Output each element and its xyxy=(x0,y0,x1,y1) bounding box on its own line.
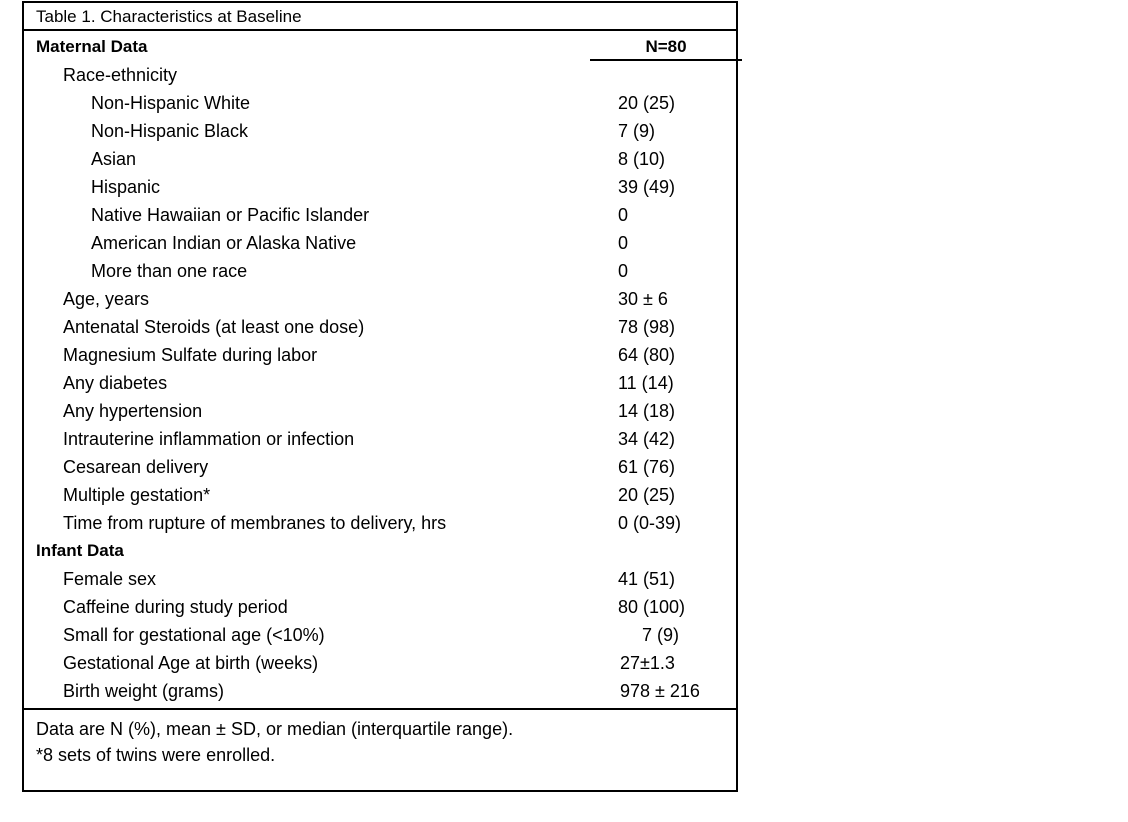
row-value: 20 (25) xyxy=(618,485,676,505)
row-label: More than one race xyxy=(91,261,248,281)
row-value: 14 (18) xyxy=(618,401,676,421)
row-value: 0 xyxy=(618,233,629,253)
row-value: 78 (98) xyxy=(618,317,676,337)
row-label: Small for gestational age (<10%) xyxy=(63,625,325,645)
table-row xyxy=(24,397,736,425)
table-row xyxy=(24,425,736,453)
row-value: 30 ± 6 xyxy=(618,289,668,309)
table-row xyxy=(24,257,736,285)
infant-data-heading: Infant Data xyxy=(36,541,124,560)
footnote-abbreviations: Data are N (%), mean ± SD, or median (interquartile range). xyxy=(36,719,514,739)
table-row xyxy=(24,621,736,649)
row-value: 34 (42) xyxy=(618,429,676,449)
infant-data-section-header xyxy=(24,537,736,565)
row-value: 39 (49) xyxy=(618,177,676,197)
row-label: Non-Hispanic Black xyxy=(91,121,249,141)
row-value: 80 (100) xyxy=(618,597,686,617)
table-row xyxy=(24,509,736,537)
row-label: Cesarean delivery xyxy=(63,457,209,477)
table-row xyxy=(24,453,736,481)
row-value: 8 (10) xyxy=(618,149,666,169)
row-value: 0 xyxy=(618,205,629,225)
row-label: Non-Hispanic White xyxy=(91,93,251,113)
baseline-characteristics-table xyxy=(22,1,738,792)
table-row xyxy=(24,285,736,313)
row-value: 0 (0-39) xyxy=(618,513,682,533)
row-value: 27±1.3 xyxy=(620,653,675,673)
table-row xyxy=(24,117,736,145)
row-label: Female sex xyxy=(63,569,157,589)
row-label: American Indian or Alaska Native xyxy=(91,233,357,253)
row-label: Native Hawaiian or Pacific Islander xyxy=(91,205,370,225)
table-row xyxy=(24,341,736,369)
table-row xyxy=(24,649,736,677)
row-value: 61 (76) xyxy=(618,457,676,477)
row-label: Any hypertension xyxy=(63,401,203,421)
row-label: Any diabetes xyxy=(63,373,168,393)
row-label: Asian xyxy=(91,149,137,169)
row-label: Race-ethnicity xyxy=(63,65,178,85)
footnote-twins: *8 sets of twins were enrolled. xyxy=(36,745,276,765)
row-label: Antenatal Steroids (at least one dose) xyxy=(63,317,365,337)
n-column-header: N=80 xyxy=(590,33,742,61)
maternal-data-heading: Maternal Data xyxy=(36,37,148,56)
row-value: 64 (80) xyxy=(618,345,676,365)
row-label: Time from rupture of membranes to delivery, hrs xyxy=(63,513,447,533)
table-title: Table 1. Characteristics at Baseline xyxy=(24,3,736,31)
row-value: 978 ± 216 xyxy=(620,681,700,701)
table-row xyxy=(24,481,736,509)
row-label: Caffeine during study period xyxy=(63,597,288,617)
row-label: Multiple gestation* xyxy=(63,485,211,505)
table-footnotes xyxy=(24,708,736,768)
row-value: 7 (9) xyxy=(618,121,656,141)
table-row xyxy=(24,677,736,705)
table-row xyxy=(24,369,736,397)
table-row xyxy=(24,201,736,229)
row-label: Birth weight (grams) xyxy=(63,681,225,701)
row-label: Hispanic xyxy=(91,177,161,197)
row-value: 0 xyxy=(618,261,629,281)
table-row xyxy=(24,593,736,621)
row-value: 41 (51) xyxy=(618,569,676,589)
row-label: Age, years xyxy=(63,289,150,309)
table-row xyxy=(24,565,736,593)
maternal-data-section-header xyxy=(24,33,736,61)
table-row xyxy=(24,89,736,117)
table-row xyxy=(24,173,736,201)
row-label: Magnesium Sulfate during labor xyxy=(63,345,318,365)
row-label: Gestational Age at birth (weeks) xyxy=(63,653,319,673)
row-label: Intrauterine inflammation or infection xyxy=(63,429,355,449)
row-value: 11 (14) xyxy=(618,373,674,393)
table-row xyxy=(24,145,736,173)
table-row xyxy=(24,313,736,341)
table-row xyxy=(24,61,736,89)
row-value: 20 (25) xyxy=(618,93,676,113)
row-value: 7 (9) xyxy=(642,625,680,645)
table-row xyxy=(24,229,736,257)
